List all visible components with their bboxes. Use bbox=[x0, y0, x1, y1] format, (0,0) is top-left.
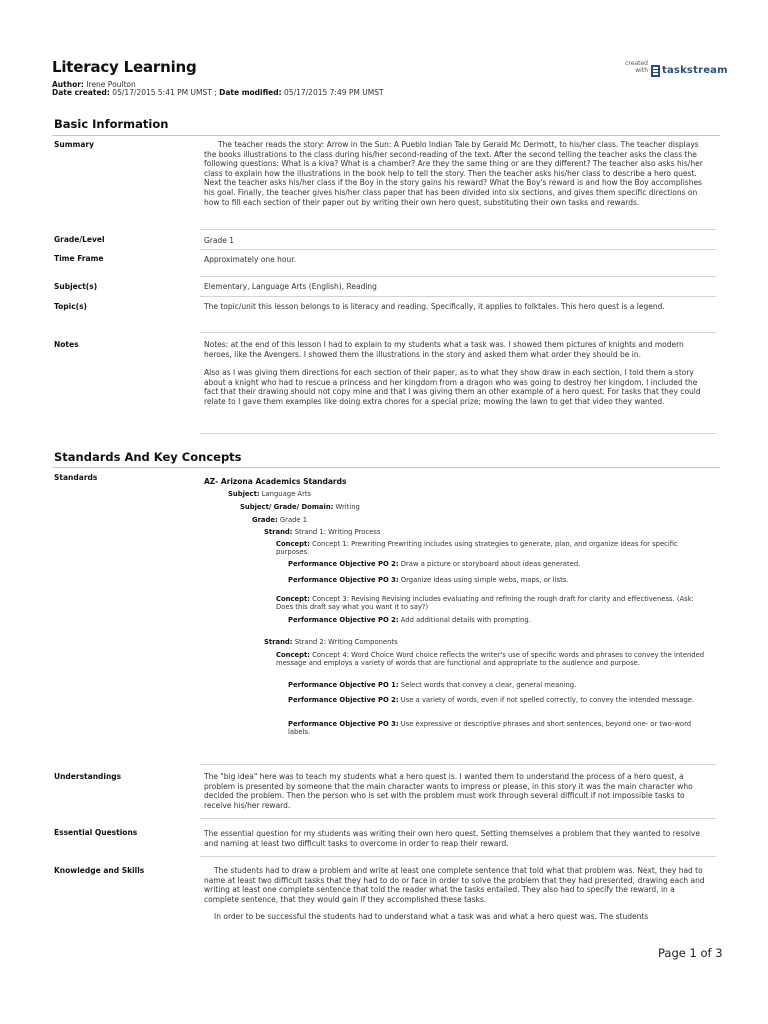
standard-strand: Strand: Strand 2: Writing Components bbox=[264, 638, 398, 646]
topics-label: Topic(s) bbox=[54, 302, 87, 311]
field-divider bbox=[200, 856, 716, 857]
field-divider bbox=[200, 229, 716, 230]
page-number: Page 1 of 3 bbox=[658, 946, 723, 960]
knowledge-skills-value bbox=[204, 866, 712, 922]
skills-paragraph: The students had to draw a problem and write at least one complete sentence that told what that problem was. Next, they had to name at least two difficult tasks that they had to do or face in order to solve the problem that they had presented, drawing each and writing at least one complete sentence that told the reader what the tasks entailed. They also had to specify the reward, in a complete sentence, that they would gain if they accomplished these tasks. bbox=[204, 866, 705, 904]
skills-paragraph: In order to be successful the students had to understand what a task was and what a hero quest was. The students bbox=[214, 912, 649, 922]
performance-objective: Performance Objective PO 3: Use expressive or descriptive phrases and short sentences, beyond one- or two-word labels. bbox=[288, 720, 692, 737]
standard-strand: Strand: Strand 1: Writing Process bbox=[264, 528, 381, 536]
topics-value: The topic/unit this lesson belongs to is literacy and reading. Specifically, it applies to folktales. This hero quest is a legend. bbox=[204, 302, 665, 311]
field-divider bbox=[200, 818, 716, 819]
field-divider bbox=[200, 764, 716, 765]
notes-paragraph: Also as I was giving them directions for each section of their paper, as to what they show draw in each section, I told them a story about a knight who had to rescue a princess and her kingdom from a dragon who was going to destroy her kingdom. I included the fact that their drawing should not copy mine and that I was giving them an other example of a hero quest. For tasks that they could relate to I gave them examples like doing extra chores for a special prize; mowing the lawn to get that video they wanted. bbox=[204, 368, 701, 406]
subjects-value: Elementary, Language Arts (English), Reading bbox=[204, 282, 377, 291]
standard-subject: Subject: Language Arts bbox=[228, 490, 312, 498]
time-frame-value: Approximately one hour. bbox=[204, 255, 297, 264]
grade-level-label: Grade/Level bbox=[54, 235, 105, 244]
logo-created-text: created with bbox=[625, 60, 648, 74]
understandings-value: The "big idea" here was to teach my students what a hero quest is. I wanted them to understand the process of a hero quest, a problem is presented by someone that the main character wants to impress or please, in this story it was the main character who decided the problem. Then the person who is set with the problem must work through several difficult if not impossible tasks to receive his/her reward. bbox=[204, 772, 693, 810]
essential-questions-value: The essential question for my students was writing their own hero quest. Setting themselves a problem that they wanted to resolve and naming at least two difficult tasks to overcome in order to reap their reward. bbox=[204, 829, 700, 848]
notes-label: Notes bbox=[54, 340, 79, 349]
section-title-standards: Standards And Key Concepts bbox=[54, 450, 242, 464]
section-divider bbox=[52, 467, 720, 468]
document-title: Literacy Learning bbox=[52, 58, 197, 76]
standards-body: AZ- Arizona Academics Standards bbox=[204, 477, 347, 486]
summary-text: The teacher reads the story: Arrow in the Sun: A Pueblo Indian Tale by Gerald Mc Dermott, to his/her class. The teacher displays the books illustrations to the class during his/her second-reading of the text. After the second telling the teacher asks the class the following questions: What is a kiva? What is a chamber? Are they the same thing or are they different? The teacher also asks his/her class to explain how the illustrations in the book help to tell the story. Then the teacher asks his/her class to describe a hero quest. Next the teacher asks his/her class if the Boy in the story gains his reward? What the Boy's reward is and how the Boy accomplishes his goal. Finally, the teacher gives his/her class paper that has been divided into six sections, and gives them specific directions on how to fill each section of their paper out by writing their own hero quest, substituting their own tasks and rewards. bbox=[204, 140, 703, 207]
standards-label: Standards bbox=[54, 473, 98, 482]
standard-concept: Concept: Concept 4: Word Choice Word choice reflects the writer's use of specific words and phrases to convey the intended message and employs a variety of words that are functional and appropriate to the audience and purpose. bbox=[276, 651, 705, 668]
essential-questions-label: Essential Questions bbox=[54, 828, 138, 837]
date-modified: 05/17/2015 7:49 PM UMST bbox=[284, 88, 384, 97]
section-divider bbox=[52, 135, 720, 136]
performance-objective: Performance Objective PO 2: Add additional details with prompting. bbox=[288, 616, 531, 624]
field-divider bbox=[200, 249, 716, 250]
time-frame-label: Time Frame bbox=[54, 254, 104, 263]
field-divider bbox=[200, 276, 716, 277]
date-separator: ; bbox=[214, 88, 217, 97]
standard-concept: Concept: Concept 1: Prewriting Prewriting includes using strategies to generate, plan, and organize ideas for specific purposes. bbox=[276, 540, 678, 557]
date-modified-label: Date modified: bbox=[219, 88, 282, 97]
date-created: 05/17/2015 5:41 PM UMST bbox=[112, 88, 212, 97]
summary-label: Summary bbox=[54, 140, 95, 149]
logo-wordmark: taskstream bbox=[662, 65, 728, 76]
notes-value bbox=[204, 340, 712, 407]
field-divider bbox=[200, 433, 716, 434]
performance-objective: Performance Objective PO 3: Organize ideas using simple webs, maps, or lists. bbox=[288, 576, 569, 584]
field-divider bbox=[200, 332, 716, 333]
notes-paragraph: Notes: at the end of this lesson I had to explain to my students what a task was. I showed them pictures of knights and modern heroes, like the Avengers. I showed them the illustrations in the story and asked them what order they should be in. bbox=[204, 340, 684, 359]
standard-concept: Concept: Concept 3: Revising Revising includes evaluating and refining the rough draft for clarity and effectiveness. (Ask: Does this draft say what you want it to say?) bbox=[276, 595, 694, 612]
author-name: Irene Poulton bbox=[86, 80, 136, 89]
performance-objective: Performance Objective PO 1: Select words that convey a clear, general meaning. bbox=[288, 681, 577, 689]
subjects-label: Subject(s) bbox=[54, 282, 98, 291]
understandings-label: Understandings bbox=[54, 772, 122, 781]
field-divider bbox=[200, 296, 716, 297]
date-created-label: Date created: bbox=[52, 88, 110, 97]
standard-grade: Grade: Grade 1 bbox=[252, 516, 308, 524]
knowledge-skills-label: Knowledge and Skills bbox=[54, 866, 145, 875]
author-label: Author: bbox=[52, 80, 84, 89]
performance-objective: Performance Objective PO 2: Draw a picture or storyboard about ideas generated. bbox=[288, 560, 581, 568]
grade-level-value: Grade 1 bbox=[204, 236, 235, 245]
standard-domain: Subject/ Grade/ Domain: Writing bbox=[240, 503, 360, 511]
taskstream-logo bbox=[622, 60, 728, 82]
taskstream-logo-icon bbox=[651, 65, 660, 77]
section-title-basic-information: Basic Information bbox=[54, 117, 169, 131]
dates-line bbox=[52, 88, 384, 97]
performance-objective: Performance Objective PO 2: Use a variety of words, even if not spelled correctly, to convey the intended message. bbox=[288, 696, 695, 704]
